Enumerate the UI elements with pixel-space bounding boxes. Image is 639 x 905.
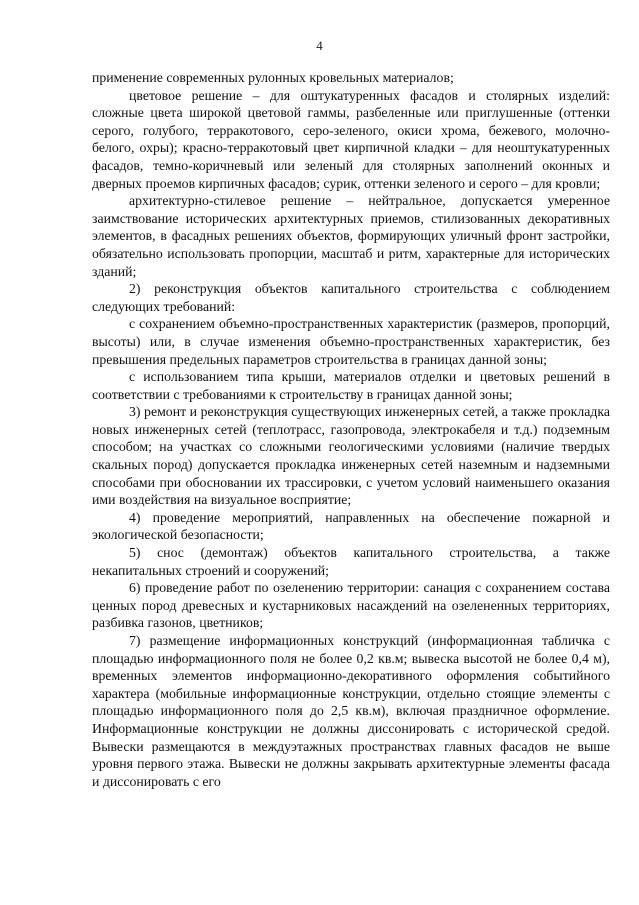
page-number: 4 (316, 38, 323, 53)
document-body (92, 69, 610, 790)
paragraph-item-5-demolition: 5) снос (демонтаж) объектов капитального строительства, а также некапитальных строений и сооружений; (92, 545, 610, 578)
paragraph-item-7-information-structures: 7) размещение информационных конструкций (информационная табличка с площадью информационного поля не более 0,2 кв.м; вывеска высотой не более 0,4 м), временных элементов информационно-декоративного оформления событийного характера (мобильные информационные конструкции, отдельно стоящие элементы с площадью информационного поля до 2,5 кв.м), включая праздничное оформление. Информационные конструкции не должны диссонировать с исторической средой. Вывески размещаются в междуэтажных пространствах главных фасадов не выше уровня первого этажа. Вывески не должны закрывать архитектурные элементы фасада и диссонировать с его (92, 633, 610, 789)
paragraph-roofing-materials: применение современных рулонных кровельных материалов; (92, 70, 454, 85)
paragraph-item-6-landscaping: 6) проведение работ по озеленению территории: санация с сохранением состава ценных пород древесных и кустарниковых насаждений на озелененных территориях, разбивка газонов, цветников; (92, 580, 610, 631)
paragraph-item-3-engineering-networks: 3) ремонт и реконструкция существующих инженерных сетей, а также прокладка новых инженерных сетей (теплотрасс, газопровода, электрокабеля и т.д.) подземным способом; на участках со сложными геологическими условиями (наличие твердых скальных пород) допускается прокладка инженерных сетей наземным и надземными способами при обосновании их трассировки, с учетом условий наименьшего оказания ими воздействия на визуальное восприятие; (92, 404, 610, 508)
paragraph-roof-type-materials: с использованием типа крыши, материалов отделки и цветовых решений в соответствии с требованиями к строительству в границах данной зоны; (92, 369, 610, 402)
paragraph-color-solution: цветовое решение – для оштукатуренных фасадов и столярных изделий: сложные цвета широкой цветовой гаммы, разбеленные или приглушенные (оттенки серого, голубого, терракотового, серо-зеленого, окиси хрома, бежевого, молочно-белого, охры); красно-терракотовый цвет кирпичной кладки – для неоштукатуренных фасадов, темно-коричневый или зеленый для столярных заполнений оконных и дверных проемов кирпичных фасадов; сурик, оттенки зеленого и серого – для кровли; (92, 87, 610, 191)
paragraph-item-2-reconstruction: 2) реконструкция объектов капитального строительства с соблюдением следующих требований: (92, 281, 610, 314)
paragraph-architectural-style: архитектурно-стилевое решение – нейтральное, допускается умеренное заимствование исторических архитектурных приемов, стилизованных декоративных элементов, в фасадных решениях объектов, формирующих уличный фронт застройки, обязательно использовать пропорции, масштаб и ритм, характерные для исторических зданий; (92, 193, 610, 279)
paragraph-item-4-fire-safety: 4) проведение мероприятий, направленных на обеспечение пожарной и экологической безопасности; (92, 509, 610, 543)
paragraph-volume-characteristics: с сохранением объемно-пространственных характеристик (размеров, пропорций, высоты) или, в случае изменения объемно-пространственных характеристик, без превышения предельных параметров строительства в границах данной зоны; (92, 316, 610, 367)
